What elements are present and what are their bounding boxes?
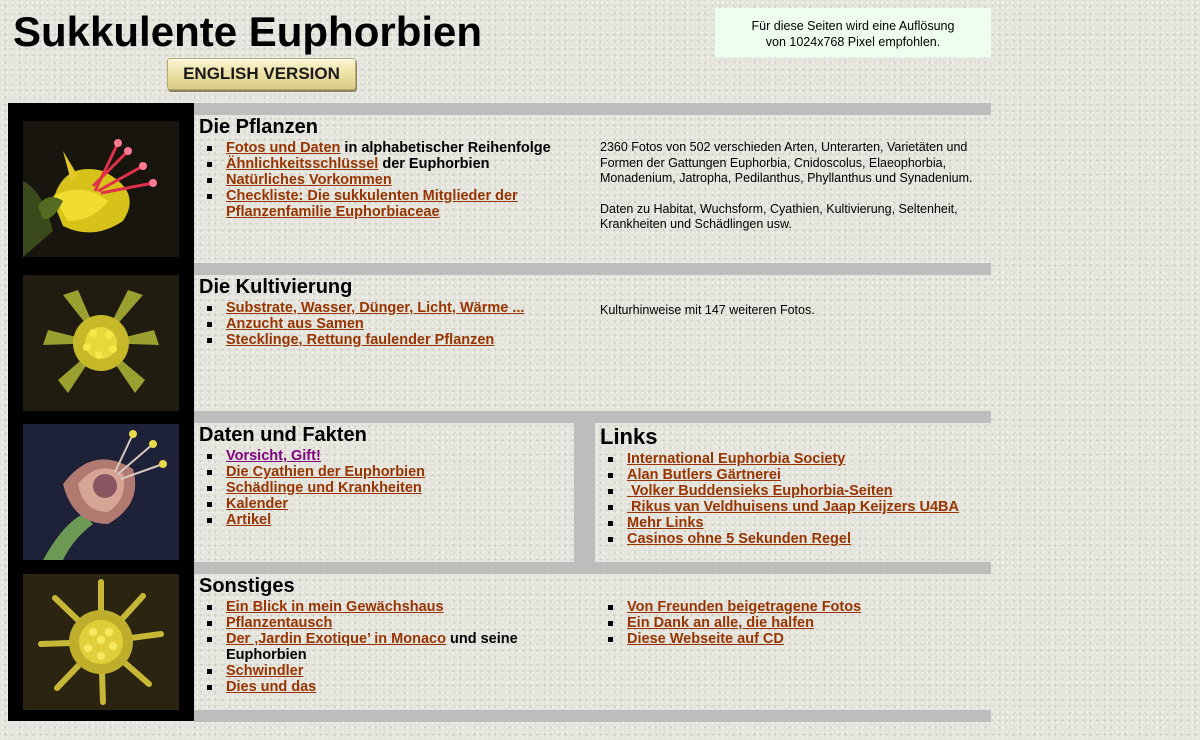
pflanzen-description [600, 140, 985, 233]
list-item [199, 512, 569, 528]
link-natuerliches-vorkommen[interactable]: Natürliches Vorkommen [226, 172, 392, 188]
link-dank-an-alle[interactable]: Ein Dank an alle, die halfen [627, 615, 814, 631]
link-volker-buddensieks[interactable]: Volker Buddensieks Euphorbia-Seiten [627, 483, 893, 499]
list-item [199, 140, 579, 156]
site-title: Sukkulente Euphorbien [13, 8, 483, 55]
list-item [199, 448, 569, 464]
list-item [600, 615, 985, 631]
list-item [199, 599, 539, 615]
link-aehnlichkeitsschluessel[interactable]: Ähnlichkeitsschlüssel [226, 156, 379, 172]
pflanzen-description-1: 2360 Fotos von 502 verschieden Arten, Unterarten, Varietäten und Formen der Gattungen Euphorbia, Cnidoscolus, Elaeophorbia, Monadenium, Jatropha, Pedilanthus, Phyllanthus und Synadenium. [600, 140, 973, 185]
section-title-daten-und-fakten: Daten und Fakten [199, 424, 367, 446]
link-anzucht-aus-samen[interactable]: Anzucht aus Samen [226, 316, 364, 332]
section-title-pflanzen: Die Pflanzen [199, 116, 318, 138]
list-item [600, 531, 985, 547]
divider-bar [194, 562, 991, 574]
list-item [199, 172, 579, 188]
list-item [199, 332, 579, 348]
list-item [600, 515, 985, 531]
link-suffix: in alphabetischer Reihenfolge [340, 140, 551, 156]
pflanzen-description-2: Daten zu Habitat, Wuchsform, Cyathien, Kultivierung, Seltenheit, Krankheiten und Schädlingen usw. [600, 201, 958, 231]
link-mehr-links[interactable]: Mehr Links [627, 515, 704, 531]
link-schaedlinge[interactable]: Schädlinge und Krankheiten [226, 480, 422, 496]
link-vorsicht-gift[interactable]: Vorsicht, Gift! [226, 448, 321, 464]
list-item [199, 679, 539, 695]
list-item [199, 663, 539, 679]
list-item [199, 464, 569, 480]
resolution-note [715, 8, 991, 57]
section-title-sonstiges: Sonstiges [199, 575, 295, 597]
link-alan-butlers-gaertnerei[interactable]: Alan Butlers Gärtnerei [627, 467, 781, 483]
link-webseite-auf-cd[interactable]: Diese Webseite auf CD [627, 631, 784, 647]
list-item [600, 599, 985, 615]
kultivierung-description: Kulturhinweise mit 147 weiteren Fotos. [600, 303, 815, 317]
list-item [199, 615, 539, 631]
daten-link-list [199, 448, 569, 528]
link-cyathien[interactable]: Die Cyathien der Euphorbien [226, 464, 425, 480]
list-item [199, 631, 539, 663]
euphorbia-flower-photo-2[interactable] [23, 275, 179, 411]
link-freunde-fotos[interactable]: Von Freunden beigetragene Fotos [627, 599, 862, 615]
link-pflanzentausch[interactable]: Pflanzentausch [226, 615, 333, 631]
link-jardin-exotique[interactable]: Der ‚Jardin Exotique’ in Monaco [226, 631, 446, 647]
link-fotos-und-daten[interactable]: Fotos und Daten [226, 140, 341, 156]
english-version-button[interactable]: ENGLISH VERSION [167, 58, 356, 90]
list-item [600, 467, 985, 483]
link-suffix: und seine Euphorbien [226, 631, 518, 663]
external-link-list [600, 451, 985, 547]
euphorbia-flower-photo-3[interactable] [23, 424, 179, 560]
link-gewaechshaus[interactable]: Ein Blick in mein Gewächshaus [226, 599, 444, 615]
divider-bar [194, 103, 991, 115]
link-kalender[interactable]: Kalender [226, 496, 289, 512]
divider-bar [194, 263, 991, 275]
section-title-links: Links [600, 424, 658, 449]
sonstiges-link-list-left [199, 599, 539, 695]
list-item [199, 300, 579, 316]
link-substrate[interactable]: Substrate, Wasser, Dünger, Licht, Wärme ... [226, 300, 525, 316]
resolution-note-line-1: Für diese Seiten wird eine Auflösung [751, 19, 955, 33]
link-suffix: der Euphorbien [378, 156, 490, 172]
link-stecklinge[interactable]: Stecklinge, Rettung faulender Pflanzen [226, 332, 495, 348]
link-international-euphorbia-society[interactable]: International Euphorbia Society [627, 451, 846, 467]
list-item [600, 499, 985, 515]
list-item [199, 156, 579, 172]
list-item [199, 496, 569, 512]
section-title-kultivierung: Die Kultivierung [199, 276, 353, 298]
list-item [199, 316, 579, 332]
link-casinos[interactable]: Casinos ohne 5 Sekunden Regel [627, 531, 851, 547]
link-artikel[interactable]: Artikel [226, 512, 272, 528]
list-item [199, 188, 526, 220]
link-schwindler[interactable]: Schwindler [226, 663, 304, 679]
link-rikus-van-veldhuisen[interactable]: Rikus van Veldhuisens und Jaap Keijzers U4BA [627, 499, 959, 515]
list-item [199, 480, 569, 496]
sonstiges-link-list-right [600, 599, 985, 647]
divider-bar [194, 710, 991, 722]
euphorbia-flower-photo-4[interactable] [23, 574, 179, 710]
list-item [600, 451, 985, 467]
kultivierung-link-list [199, 300, 579, 348]
pflanzen-link-list [199, 140, 579, 220]
resolution-note-line-2: von 1024x768 Pixel empfohlen. [765, 35, 941, 49]
link-dies-und-das[interactable]: Dies und das [226, 679, 317, 695]
column-divider-bar [574, 422, 595, 562]
link-checkliste[interactable]: Checkliste: Die sukkulenten Mitglieder der Pflanzenfamilie Euphorbiaceae [226, 188, 518, 220]
euphorbia-flower-photo-1[interactable] [23, 121, 179, 257]
list-item [600, 483, 985, 499]
list-item [600, 631, 985, 647]
